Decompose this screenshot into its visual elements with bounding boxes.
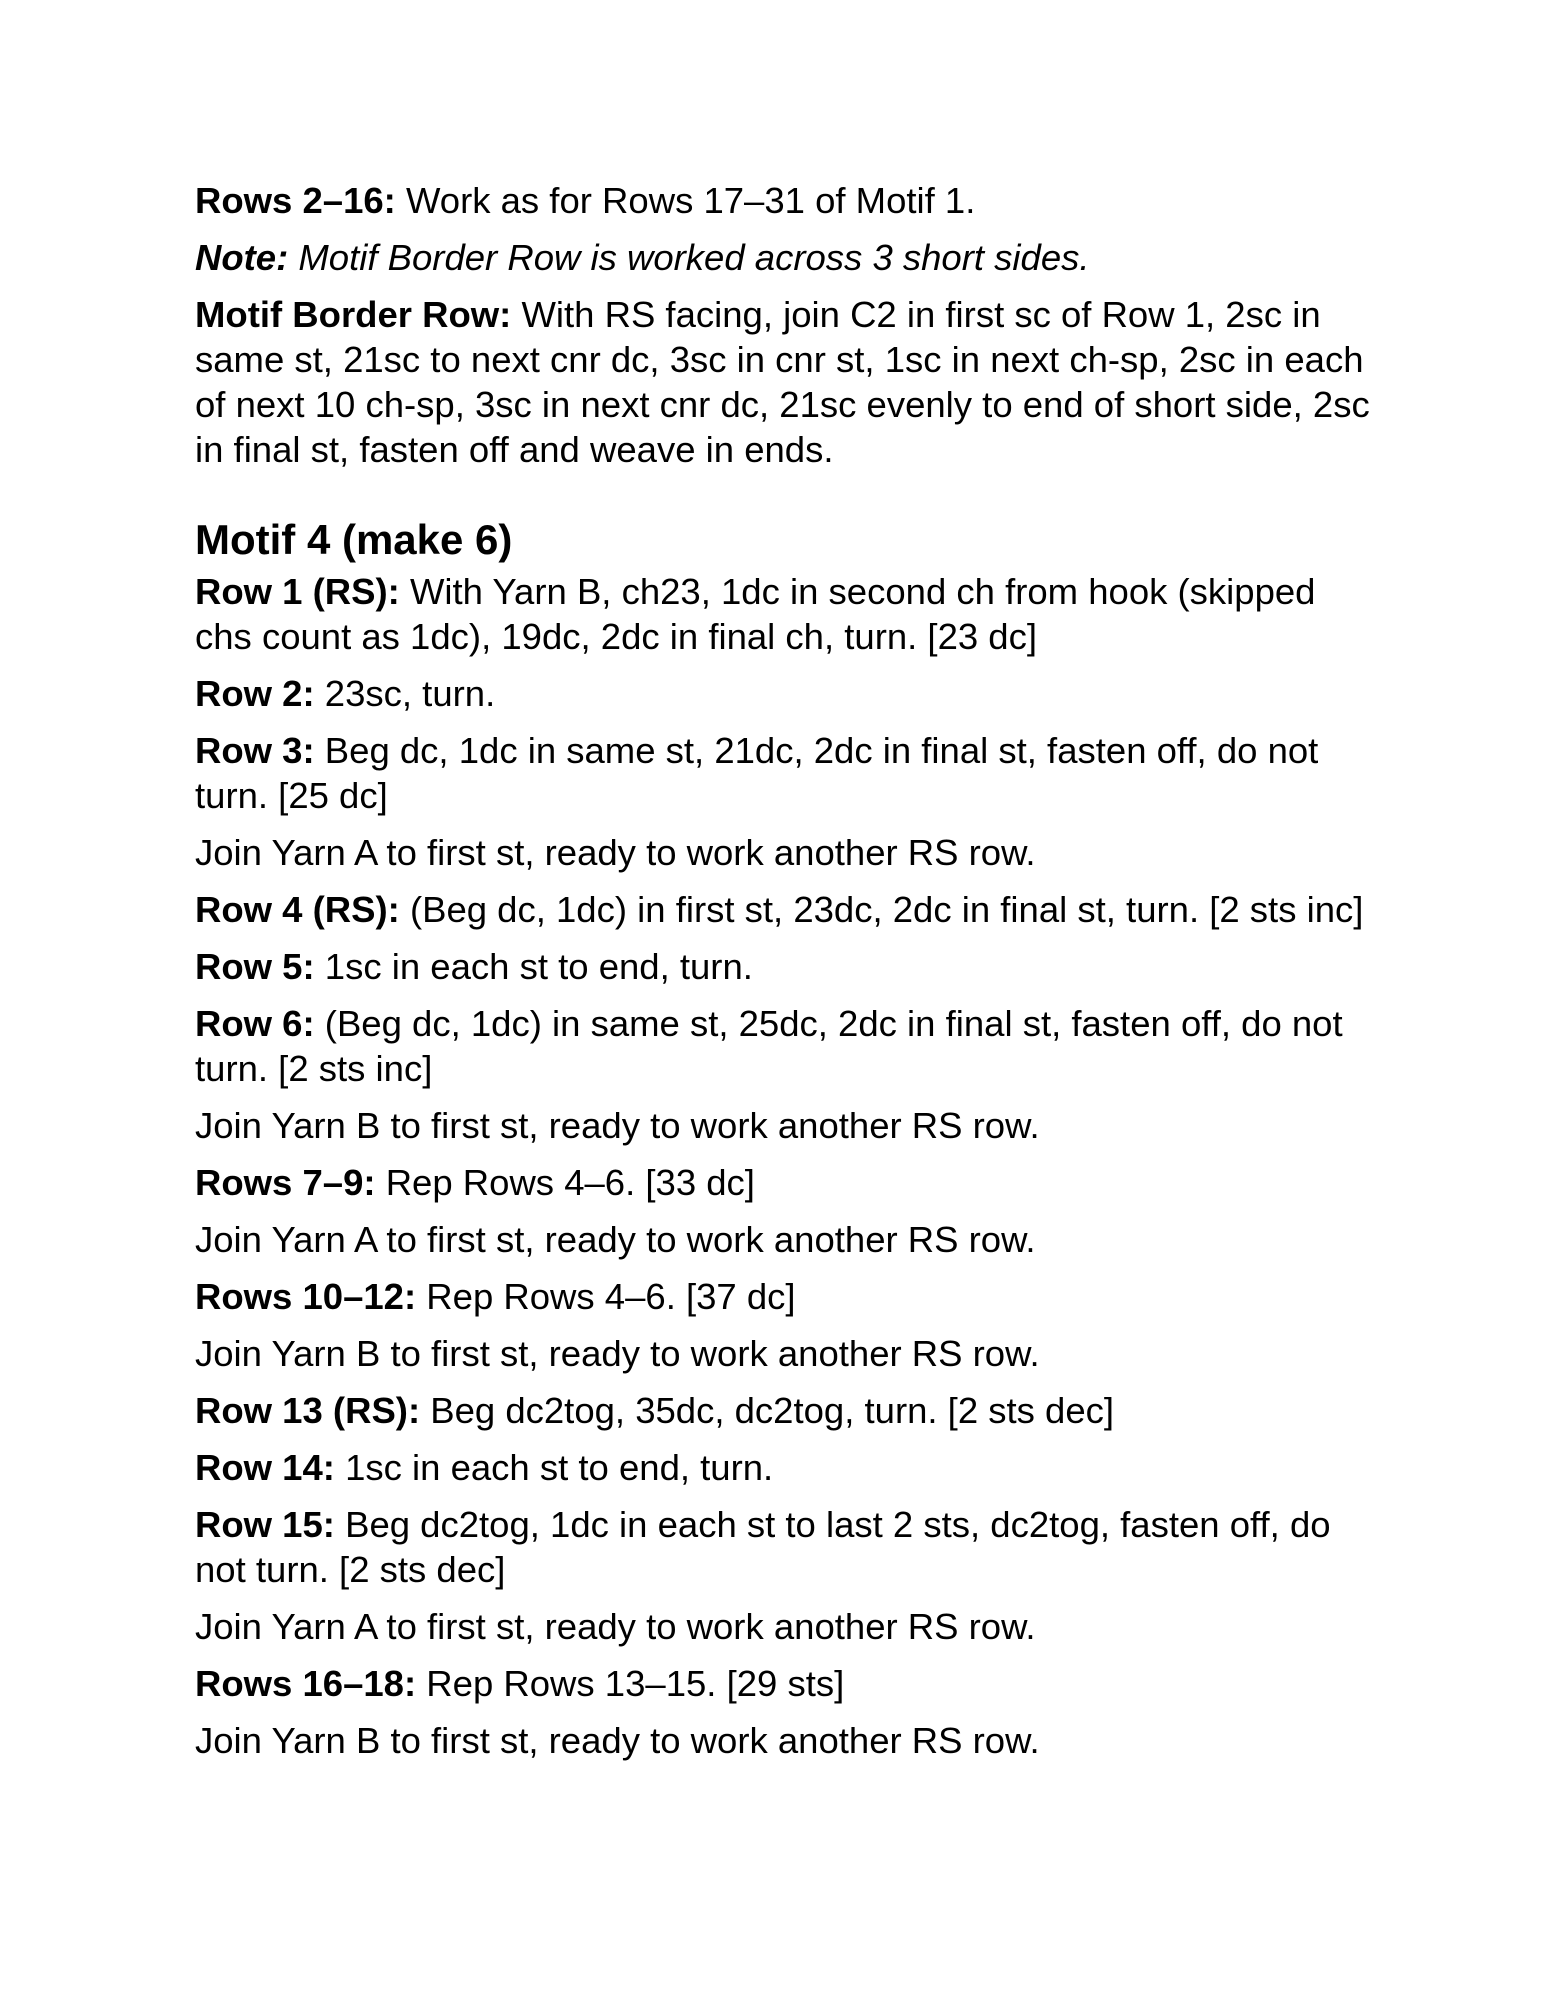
instruction-row-4 [195, 887, 1375, 932]
pattern-page [195, 178, 1375, 1763]
instruction-join-yarn [195, 1718, 1375, 1763]
instruction-join-yarn [195, 830, 1375, 875]
instruction-row-13 [195, 1388, 1375, 1433]
row-text: (Beg dc, 1dc) in same st, 25dc, 2dc in final st, fasten off, do not turn. [2 sts inc] [195, 1003, 1343, 1089]
row-text: Join Yarn A to first st, ready to work another RS row. [195, 1606, 1036, 1647]
row-text: Join Yarn B to first st, ready to work another RS row. [195, 1105, 1040, 1146]
instruction-row-2 [195, 671, 1375, 716]
row-text: With RS facing, join C2 in first sc of Row 1, 2sc in same st, 21sc to next cnr dc, 3sc in cnr st, 1sc in next ch-sp, 2sc in each of next 10 ch-sp, 3sc in next cnr dc, 21sc evenly to end of short side, 2sc in final st, fasten off and weave in ends. [195, 294, 1370, 470]
row-label: Rows 10–12: [195, 1276, 417, 1317]
row-label: Rows 2–16: [195, 180, 396, 221]
row-text: Join Yarn B to first st, ready to work another RS row. [195, 1720, 1040, 1761]
row-text: Join Yarn A to first st, ready to work another RS row. [195, 1219, 1036, 1260]
row-label: Row 2: [195, 673, 315, 714]
row-text: Join Yarn B to first st, ready to work another RS row. [195, 1333, 1040, 1374]
row-label: Rows 7–9: [195, 1162, 376, 1203]
row-text: Beg dc, 1dc in same st, 21dc, 2dc in final st, fasten off, do not turn. [25 dc] [195, 730, 1319, 816]
row-text: (Beg dc, 1dc) in first st, 23dc, 2dc in final st, turn. [2 sts inc] [399, 889, 1364, 930]
note-label: Note: [195, 237, 289, 278]
instruction-join-yarn [195, 1217, 1375, 1262]
row-label: Row 13 (RS): [195, 1390, 421, 1431]
instruction-rows-10-12 [195, 1274, 1375, 1319]
row-text: Rep Rows 4–6. [37 dc] [416, 1276, 796, 1317]
instruction-row-3 [195, 728, 1375, 818]
row-label: Row 14: [195, 1447, 335, 1488]
note-paragraph [195, 235, 1375, 280]
row-text: Beg dc2tog, 1dc in each st to last 2 sts, dc2tog, fasten off, do not turn. [2 sts dec] [195, 1504, 1331, 1590]
instruction-row-14 [195, 1445, 1375, 1490]
section-heading-motif-4: Motif 4 (make 6) [195, 516, 513, 563]
row-text: Beg dc2tog, 35dc, dc2tog, turn. [2 sts dec] [420, 1390, 1115, 1431]
row-label: Row 4 (RS): [195, 889, 400, 930]
row-text: Work as for Rows 17–31 of Motif 1. [395, 180, 976, 221]
row-text: 1sc in each st to end, turn. [314, 946, 753, 987]
row-text: 1sc in each st to end, turn. [334, 1447, 774, 1488]
row-text: Join Yarn A to first st, ready to work another RS row. [195, 832, 1036, 873]
instruction-rows-7-9 [195, 1160, 1375, 1205]
instruction-join-yarn [195, 1103, 1375, 1148]
instruction-join-yarn [195, 1604, 1375, 1649]
instruction-rows-16-18 [195, 1661, 1375, 1706]
instruction-rows-2-16 [195, 178, 1375, 223]
instruction-row-6 [195, 1001, 1375, 1091]
instruction-row-5 [195, 944, 1375, 989]
row-text: Rep Rows 4–6. [33 dc] [375, 1162, 755, 1203]
row-text: Rep Rows 13–15. [29 sts] [416, 1663, 845, 1704]
row-label: Row 15: [195, 1504, 335, 1545]
row-label: Row 5: [195, 946, 315, 987]
row-text: With Yarn B, ch23, 1dc in second ch from hook (skipped chs count as 1dc), 19dc, 2dc in final ch, turn. [23 dc] [195, 571, 1316, 657]
instruction-motif-border-row [195, 292, 1375, 472]
row-text: 23sc, turn. [314, 673, 496, 714]
row-label: Row 3: [195, 730, 315, 771]
row-label: Rows 16–18: [195, 1663, 417, 1704]
row-label: Row 1 (RS): [195, 571, 400, 612]
instruction-join-yarn [195, 1331, 1375, 1376]
instruction-row-15 [195, 1502, 1375, 1592]
row-label: Motif Border Row: [195, 294, 512, 335]
note-text: Motif Border Row is worked across 3 short sides. [288, 237, 1090, 278]
instruction-row-1 [195, 569, 1375, 659]
row-label: Row 6: [195, 1003, 315, 1044]
